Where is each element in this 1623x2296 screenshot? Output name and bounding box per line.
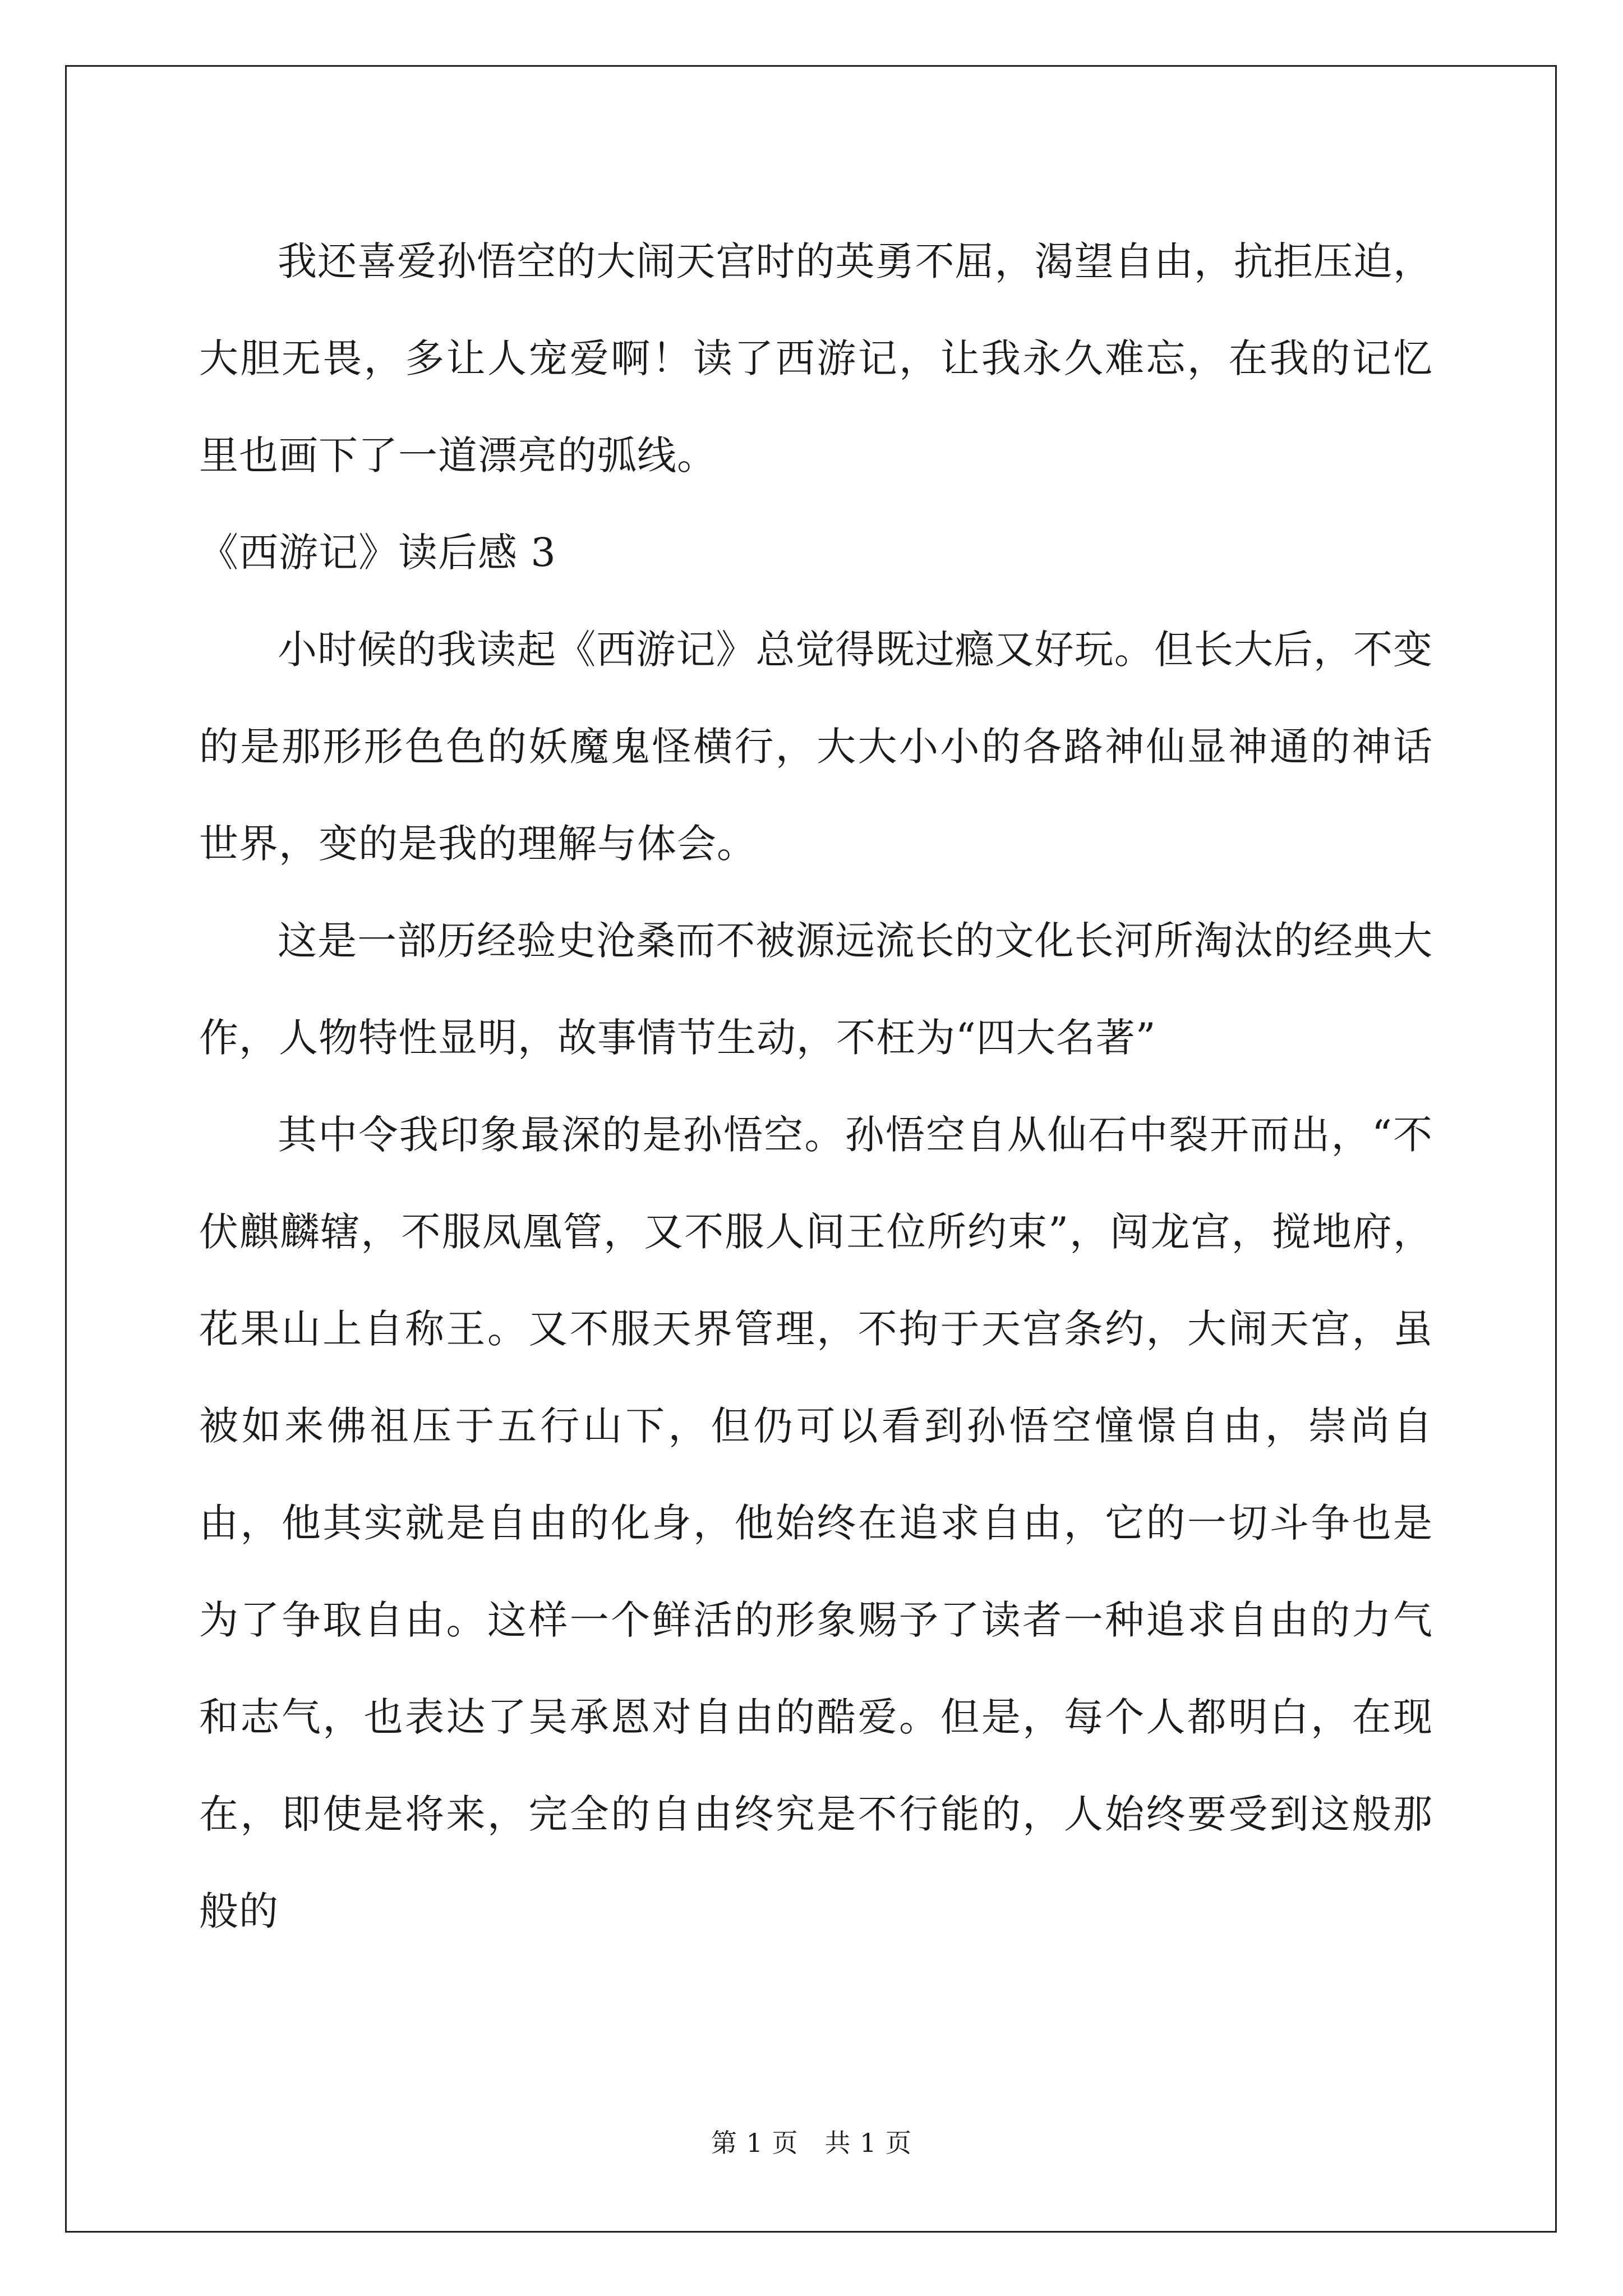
paragraph-1: 我还喜爱孙悟空的大闹天宫时的英勇不屈，渴望自由，抗拒压迫，大胆无畏，多让人宠爱啊！读了西游记，让我永久难忘，在我的记忆里也画下了一道漂亮的弧线。 [199, 238, 1433, 478]
page-footer: 第 1 页 共 1 页 [711, 2128, 912, 2158]
document-body [199, 213, 1433, 1960]
section-heading: 《西游记》读后感 3 [199, 530, 556, 576]
paragraph-2: 小时候的我读起《西游记》总觉得既过瘾又好玩。但长大后，不变的是那形形色色的妖魔鬼怪横行，大大小小的各路神仙显神通的神话世界，变的是我的理解与体会。 [199, 627, 1433, 867]
paragraph-3: 这是一部历经验史沧桑而不被源远流长的文化长河所淘汰的经典大作，人物特性显明，故事情节生动，不枉为“四大名著” [199, 918, 1433, 1061]
paragraph-4: 其中令我印象最深的是孙悟空。孙悟空自从仙石中裂开而出，“不伏麒麟辖，不服凤凰管，又不服人间王位所约束”，闯龙宫，搅地府，花果山上自称王。又不服天界管理，不拘于天宫条约，大闹天宫，虽被如来佛祖压于五行山下，但仍可以看到孙悟空憧憬自由，崇尚自由，他其实就是自由的化身，他始终在追求自由，它的一切斗争也是为了争取自由。这样一个鲜活的形象赐予了读者一种追求自由的力气和志气，也表达了吴承恩对自由的酷爱。但是，每个人都明白，在现在，即使是将来，完全的自由终究是不行能的，人始终要受到这般那般的 [199, 1112, 1433, 1934]
